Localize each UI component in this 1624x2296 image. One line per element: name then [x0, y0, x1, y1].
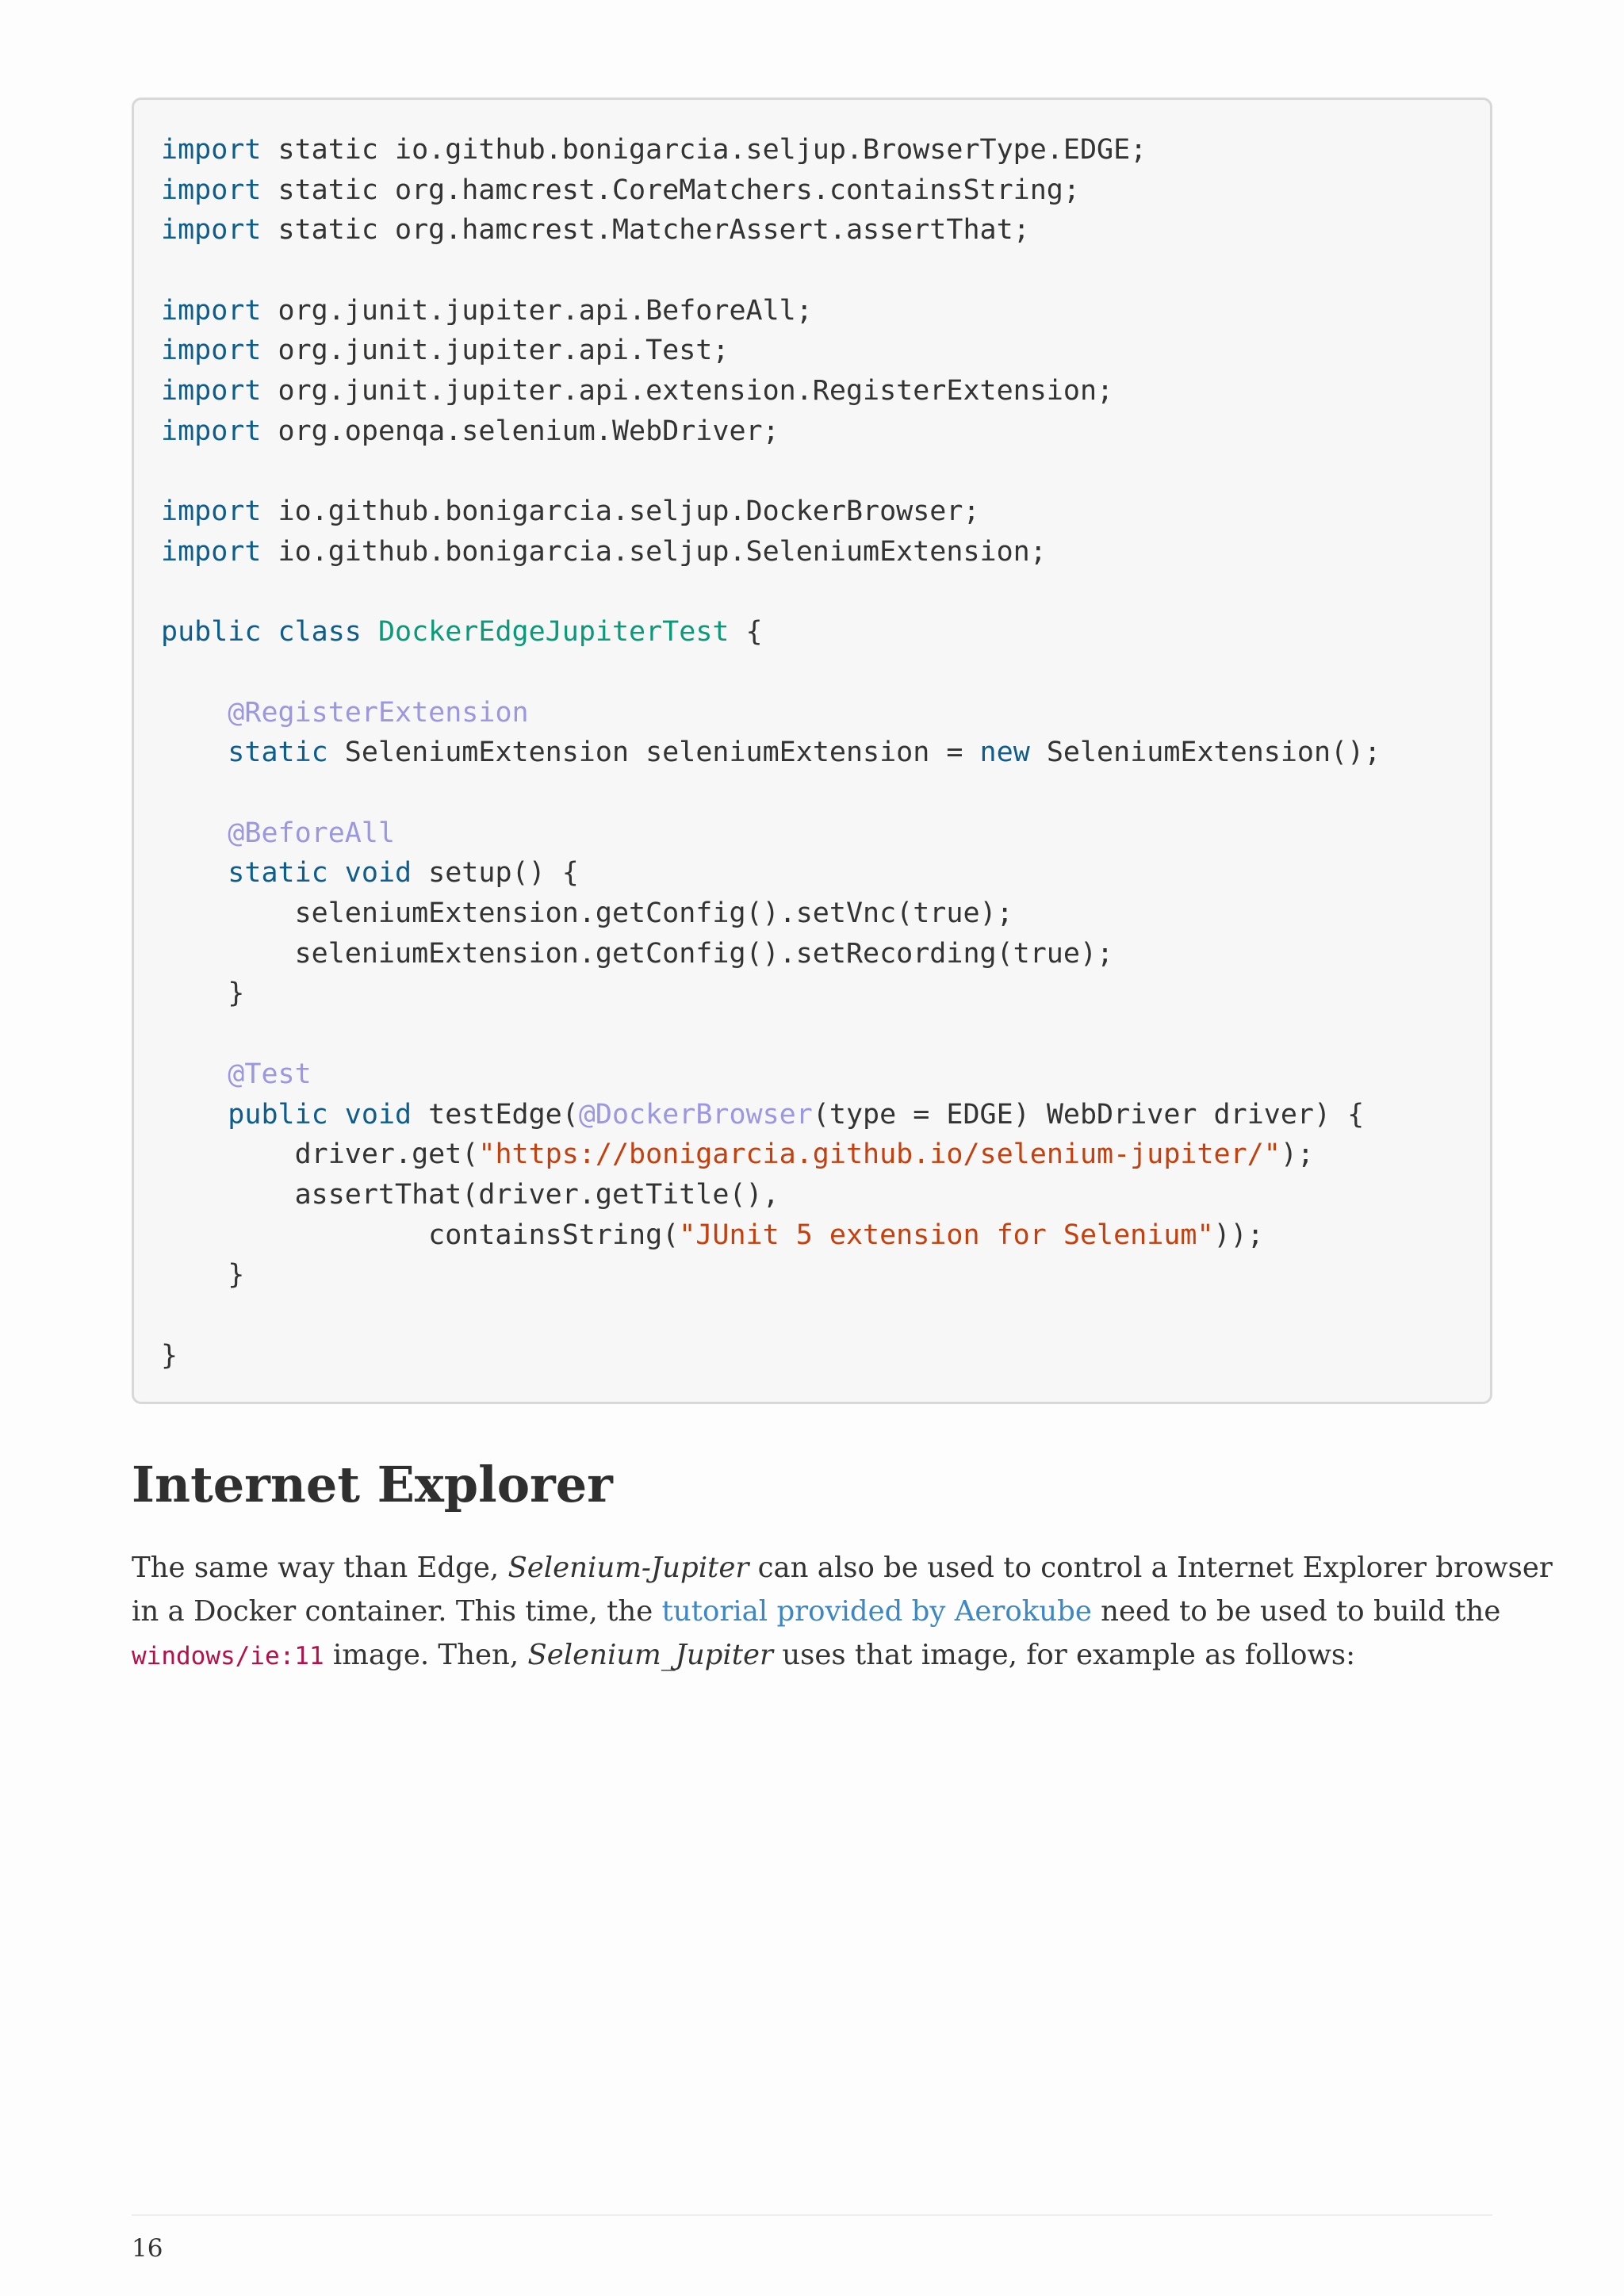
code-token: SeleniumExtension seleniumExtension = — [327, 737, 980, 769]
code-line — [161, 170, 1381, 211]
paragraph-text: The same way than Edge, — [132, 1552, 508, 1584]
code-token: } — [161, 1259, 245, 1292]
paragraph-text: can also be used to control a Internet Explorer browser — [749, 1552, 1553, 1584]
code-token: seleniumExtension.getConfig().setVnc(true); — [161, 897, 1013, 930]
aerokube-tutorial-link[interactable]: tutorial provided by Aerokube — [661, 1595, 1092, 1628]
code-token: org.openqa.selenium.WebDriver; — [261, 415, 779, 447]
code-line — [161, 1255, 1381, 1295]
code-token-kw: import — [161, 535, 262, 568]
code-line — [161, 1336, 1381, 1376]
code-line — [161, 371, 1381, 411]
code-token-kw: static — [228, 737, 328, 769]
code-line — [161, 974, 1381, 1014]
code-line — [161, 130, 1381, 170]
code-token: driver.get( — [161, 1138, 479, 1171]
code-line — [161, 773, 1381, 813]
code-token-kw: import — [161, 415, 262, 447]
code-token: ); — [1280, 1138, 1314, 1171]
code-line — [161, 1095, 1381, 1135]
code-token — [362, 616, 378, 648]
code-token — [161, 817, 228, 849]
code-token-kw: import — [161, 335, 262, 367]
code-token-ann: @BeforeAll — [228, 817, 396, 849]
paragraph-line — [132, 1633, 1492, 1678]
code-line — [161, 532, 1381, 572]
code-token: static org.hamcrest.MatcherAssert.assertThat; — [261, 214, 1030, 247]
code-token-kw: import — [161, 134, 262, 166]
code-token-kw: import — [161, 496, 262, 528]
code-token — [161, 1058, 228, 1090]
paragraph-text: uses that image, for example as follows: — [773, 1639, 1356, 1671]
code-token: io.github.bonigarcia.seljup.DockerBrowser; — [261, 496, 980, 528]
code-token: setup() { — [412, 857, 579, 890]
paragraph-text: in a Docker container. This time, the — [132, 1595, 662, 1628]
paragraph-text: image. Then, — [324, 1639, 528, 1671]
code-token: org.junit.jupiter.api.BeforeAll; — [261, 294, 813, 327]
code-token-str: "JUnit 5 extension for Selenium" — [679, 1219, 1214, 1251]
code-token: } — [161, 1339, 178, 1372]
code-token-str: "https://bonigarcia.github.io/selenium-jupiter/" — [478, 1138, 1281, 1171]
code-token — [161, 857, 228, 889]
code-line — [161, 1135, 1381, 1175]
code-token-ann: @DockerBrowser — [578, 1098, 813, 1131]
code-token-kw: public class — [161, 616, 362, 649]
code-line — [161, 251, 1381, 291]
code-token-kw: import — [161, 294, 262, 327]
code-line — [161, 934, 1381, 974]
code-token — [161, 697, 228, 729]
code-line — [161, 853, 1381, 894]
section-paragraph — [132, 1546, 1553, 1678]
code-token: org.junit.jupiter.api.Test; — [261, 335, 730, 367]
code-line — [161, 1054, 1381, 1095]
code-line — [161, 652, 1381, 693]
code-token — [161, 737, 228, 768]
code-token: )); — [1213, 1219, 1264, 1251]
inline-code-image-name: windows/ie:11 — [132, 1642, 324, 1670]
emphasis-selenium-jupiter: Selenium-Jupiter — [508, 1552, 749, 1584]
code-token: { — [729, 616, 763, 649]
paragraph-line — [132, 1546, 1553, 1590]
code-token-kw: import — [161, 375, 262, 408]
code-line — [161, 1295, 1381, 1336]
code-token: containsString( — [161, 1219, 680, 1251]
code-line — [161, 492, 1381, 532]
footer-divider — [132, 2214, 1492, 2216]
code-token: SeleniumExtension(); — [1029, 737, 1381, 769]
code-token: org.junit.jupiter.api.extension.RegisterExtension; — [261, 375, 1114, 408]
code-line — [161, 210, 1381, 251]
section-heading: Internet Explorer — [132, 1456, 613, 1513]
page-number: 16 — [132, 2234, 163, 2263]
code-token: (type = EDGE) WebDriver driver) { — [812, 1098, 1365, 1131]
code-token — [161, 1099, 228, 1131]
code-line — [161, 894, 1381, 934]
code-token: testEdge( — [412, 1098, 579, 1131]
code-line — [161, 572, 1381, 613]
code-token: } — [161, 978, 245, 1010]
paragraph-line — [132, 1590, 1501, 1633]
code-token-kw: new — [979, 737, 1030, 769]
code-token-kw: import — [161, 214, 262, 247]
code-token-kw: import — [161, 174, 262, 206]
code-token: seleniumExtension.getConfig().setRecording(true); — [161, 937, 1114, 970]
code-listing — [161, 130, 1381, 1376]
code-line — [161, 693, 1381, 733]
emphasis-selenium-jupiter: Selenium_Jupiter — [527, 1639, 774, 1671]
code-token-ann: @RegisterExtension — [228, 696, 529, 729]
code-line — [161, 1215, 1381, 1256]
paragraph-text: need to be used to build the — [1091, 1595, 1501, 1628]
code-line — [161, 612, 1381, 652]
code-line — [161, 1175, 1381, 1215]
code-line — [161, 411, 1381, 452]
code-line — [161, 813, 1381, 854]
code-token-kw: static void — [228, 857, 412, 890]
code-line — [161, 733, 1381, 773]
code-token-ann: @Test — [228, 1058, 312, 1090]
code-token: assertThat(driver.getTitle(), — [161, 1178, 779, 1211]
code-line — [161, 452, 1381, 492]
code-token: static io.github.bonigarcia.seljup.BrowserType.EDGE; — [261, 134, 1147, 166]
code-token: static org.hamcrest.CoreMatchers.containsString; — [261, 174, 1080, 206]
code-token: io.github.bonigarcia.seljup.SeleniumExtension; — [261, 535, 1047, 568]
code-line — [161, 331, 1381, 371]
code-token-kw: public void — [228, 1098, 412, 1131]
code-line — [161, 291, 1381, 331]
code-token-type: DockerEdgeJupiterTest — [377, 616, 730, 649]
code-line — [161, 1014, 1381, 1054]
